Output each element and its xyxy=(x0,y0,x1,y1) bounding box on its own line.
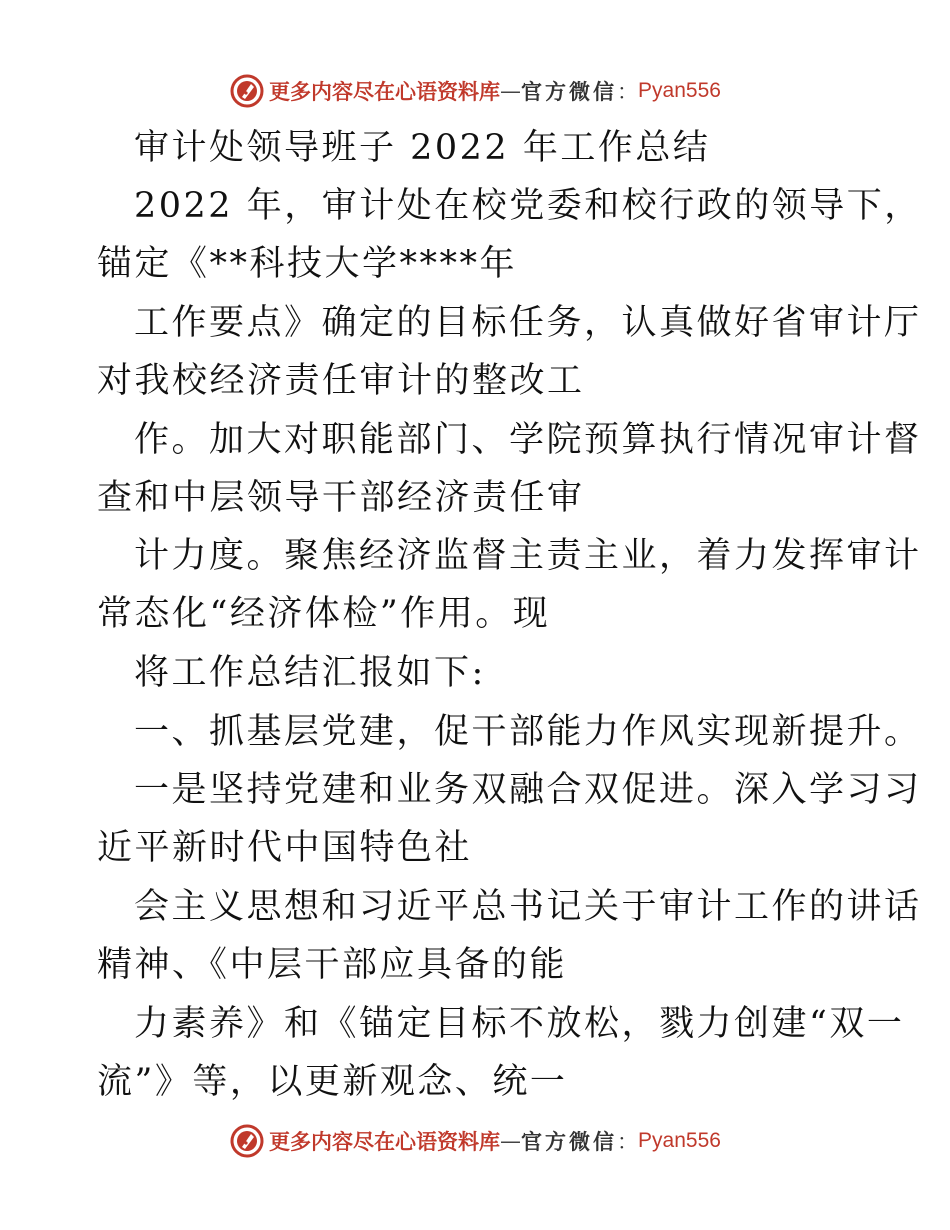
text-line: 近平新时代中国特色社 xyxy=(97,828,473,868)
text-line: 查和中层领导干部经济责任审 xyxy=(97,478,585,518)
text-line: 精神、《中层干部应具备的能 xyxy=(97,945,568,985)
text-line: 流”》等，以更新观念、统一 xyxy=(97,1062,568,1102)
text-line: 2022 年，审计处在校党委和校行政的领导下， xyxy=(134,186,922,226)
banner-slogan: 更多内容尽在心语资料库 xyxy=(269,1130,501,1154)
banner-wechat-id: Pyan556 xyxy=(638,79,721,102)
text-line: 力素养》和《锚定目标不放松，戮力创建“双一 xyxy=(134,1004,905,1044)
text-line: 锚定《**科技大学****年 xyxy=(97,244,518,284)
text-line: 一是坚持党建和业务双融合双促进。深入学习习 xyxy=(134,770,922,810)
footer-watermark-banner xyxy=(0,1121,950,1161)
text-line: 计力度。聚焦经济监督主责主业，着力发挥审计 xyxy=(134,536,922,576)
text-line: 会主义思想和习近平总书记关于审计工作的讲话 xyxy=(134,887,922,927)
text-line: 常态化“经济体检”作用。现 xyxy=(97,594,551,634)
text-line: 将工作总结汇报如下: xyxy=(134,653,486,693)
text-line: 工作要点》确定的目标任务，认真做好省审计厅 xyxy=(134,303,922,343)
section-heading: 一、抓基层党建，促干部能力作风实现新提升。 xyxy=(134,712,922,752)
banner-dash: — xyxy=(500,1129,522,1153)
banner-colon: ： xyxy=(617,80,639,104)
text-line: 对我校经济责任审计的整改工 xyxy=(97,361,585,401)
text-line: 作。加大对职能部门、学院预算执行情况审计督 xyxy=(134,420,922,460)
banner-official-label: 官方微信 xyxy=(521,79,618,104)
banner-colon: ： xyxy=(617,1130,639,1154)
pen-nib-logo-icon xyxy=(229,73,265,109)
header-watermark-banner xyxy=(0,71,950,111)
document-title: 审计处领导班子 2022 年工作总结 xyxy=(134,128,711,168)
banner-dash: — xyxy=(500,79,522,103)
banner-official-label: 官方微信 xyxy=(521,1129,618,1154)
banner-wechat-id: Pyan556 xyxy=(638,1129,721,1152)
banner-slogan: 更多内容尽在心语资料库 xyxy=(269,80,501,104)
pen-nib-logo-icon xyxy=(229,1123,265,1159)
